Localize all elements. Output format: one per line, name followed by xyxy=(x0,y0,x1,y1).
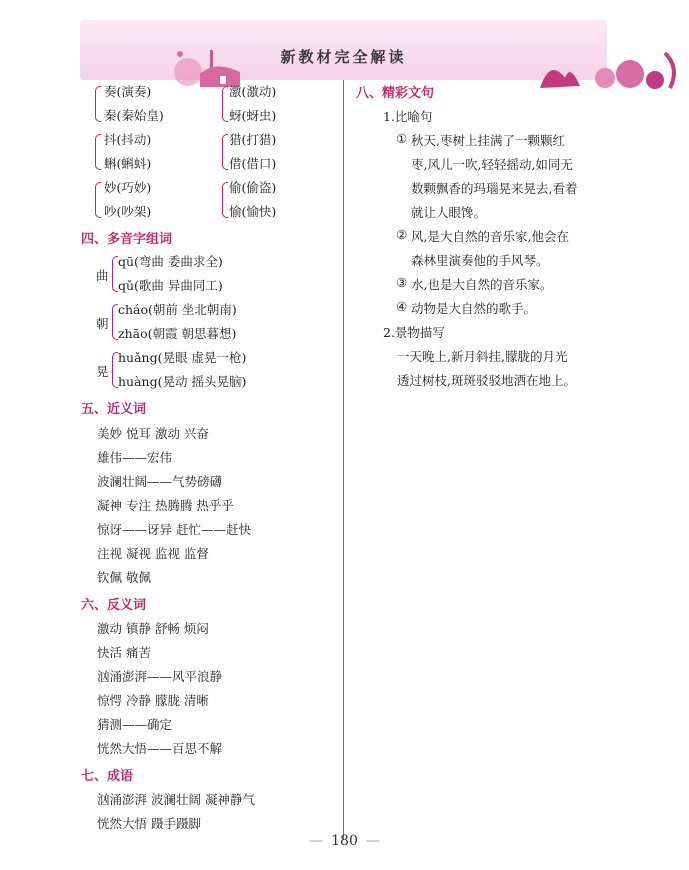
synonym-line: 凝神 专注 热腾腾 热乎乎 xyxy=(97,498,234,513)
brace xyxy=(222,182,228,218)
dash-decoration: — xyxy=(365,833,380,849)
section-title: 五、近义词 xyxy=(81,402,147,417)
sentence-line: 水,也是大自然的音乐家。 xyxy=(411,277,553,292)
decor-right-illustration xyxy=(535,48,685,96)
header-banner xyxy=(80,20,607,80)
brace xyxy=(222,86,228,122)
item-number: ② xyxy=(396,227,408,242)
brace xyxy=(95,134,101,170)
sentence-line: 枣,风儿一吹,轻轻摇动,如同无 xyxy=(411,157,573,172)
brace xyxy=(95,86,101,122)
scene-line: 透过树枝,斑斑驳驳地洒在地上。 xyxy=(397,373,576,388)
sentence-line: 就让人眼馋。 xyxy=(411,205,487,220)
page-number: 180 xyxy=(331,833,358,849)
column-divider xyxy=(343,80,344,840)
scene-line: 一天晚上,新月斜挂,朦胧的月光 xyxy=(397,349,568,364)
brace xyxy=(222,134,228,170)
antonym-line: 惊愕 冷静 朦胧 清晰 xyxy=(97,693,209,708)
section-title: 七、成语 xyxy=(81,769,134,784)
section-title: 六、反义词 xyxy=(81,598,147,613)
dash-decoration: — xyxy=(309,833,324,849)
item-number: ③ xyxy=(396,275,408,290)
polyphone-line: cháo(朝前 坐北朝南) xyxy=(118,302,237,317)
synonym-line: 波澜壮阔——气势磅礴 xyxy=(97,474,223,489)
idiom-line: 汹涌澎湃 波澜壮阔 凝神静气 xyxy=(97,792,255,807)
antonym-line: 快活 痛苦 xyxy=(97,645,151,660)
pair-item: 蚜(蚜虫) xyxy=(229,108,277,123)
pair-item: 愉(愉快) xyxy=(229,204,277,219)
pair-item: 偷(偷盗) xyxy=(229,180,277,195)
sentence-line: 动物是大自然的歌手。 xyxy=(411,301,537,316)
synonym-line: 注视 凝视 监视 监督 xyxy=(97,546,209,561)
subsection-title: 2.景物描写 xyxy=(383,325,445,340)
polyphone-char: 晃 xyxy=(96,364,109,379)
sentence-line: 秋天,枣树上挂满了一颗颗红 xyxy=(411,133,565,148)
antonym-line: 猜测——确定 xyxy=(97,717,173,732)
pair-item: 猎(打猎) xyxy=(229,132,277,147)
page-number-footer xyxy=(0,833,689,849)
polyphone-line: zhāo(朝霞 朝思暮想) xyxy=(118,326,237,341)
synonym-line: 钦佩 敬佩 xyxy=(97,570,151,585)
pair-item: 妙(巧妙) xyxy=(104,180,152,195)
antonym-line: 汹涌澎湃——风平浪静 xyxy=(97,669,223,684)
polyphone-line: huǎng(晃眼 虚晃一枪) xyxy=(118,350,247,365)
section-title: 四、多音字组词 xyxy=(81,232,173,247)
polyphone-char: 曲 xyxy=(96,268,109,283)
pair-item: 借(借口) xyxy=(229,156,277,171)
pair-item: 激(激动) xyxy=(229,84,277,99)
synonym-line: 雄伟——宏伟 xyxy=(97,450,173,465)
pair-item: 吵(吵架) xyxy=(104,204,152,219)
brace xyxy=(95,182,101,218)
section-title: 八、精彩文句 xyxy=(356,86,435,101)
sentence-line: 森林里演奏他的手风琴。 xyxy=(411,253,549,268)
antonym-line: 恍然大悟——百思不解 xyxy=(97,741,223,756)
pair-item: 奏(演奏) xyxy=(104,84,152,99)
header-title: 新教材完全解读 xyxy=(280,48,407,66)
antonym-line: 激动 镇静 舒畅 烦闷 xyxy=(97,621,209,636)
polyphone-char: 朝 xyxy=(96,316,109,331)
item-number: ① xyxy=(396,131,408,146)
sentence-line: 风,是大自然的音乐家,他会在 xyxy=(411,229,569,244)
polyphone-line: qǔ(歌曲 异曲同工) xyxy=(118,278,223,293)
item-number: ④ xyxy=(396,299,408,314)
synonym-line: 美妙 悦耳 激动 兴奋 xyxy=(97,426,209,441)
subsection-title: 1.比喻句 xyxy=(383,109,433,124)
sentence-line: 数颗飘香的玛瑙晃来晃去,看着 xyxy=(411,181,578,196)
pair-item: 抖(抖动) xyxy=(104,132,152,147)
synonym-line: 惊讶——讶异 赶忙——赶快 xyxy=(97,522,251,537)
pair-item: 蝌(蝌蚪) xyxy=(104,156,152,171)
polyphone-line: qū(弯曲 委曲求全) xyxy=(118,254,223,269)
pair-item: 秦(秦始皇) xyxy=(104,108,164,123)
polyphone-line: huàng(晃动 摇头晃脑) xyxy=(118,374,247,389)
idiom-line: 恍然大悟 蹑手蹑脚 xyxy=(97,816,201,831)
